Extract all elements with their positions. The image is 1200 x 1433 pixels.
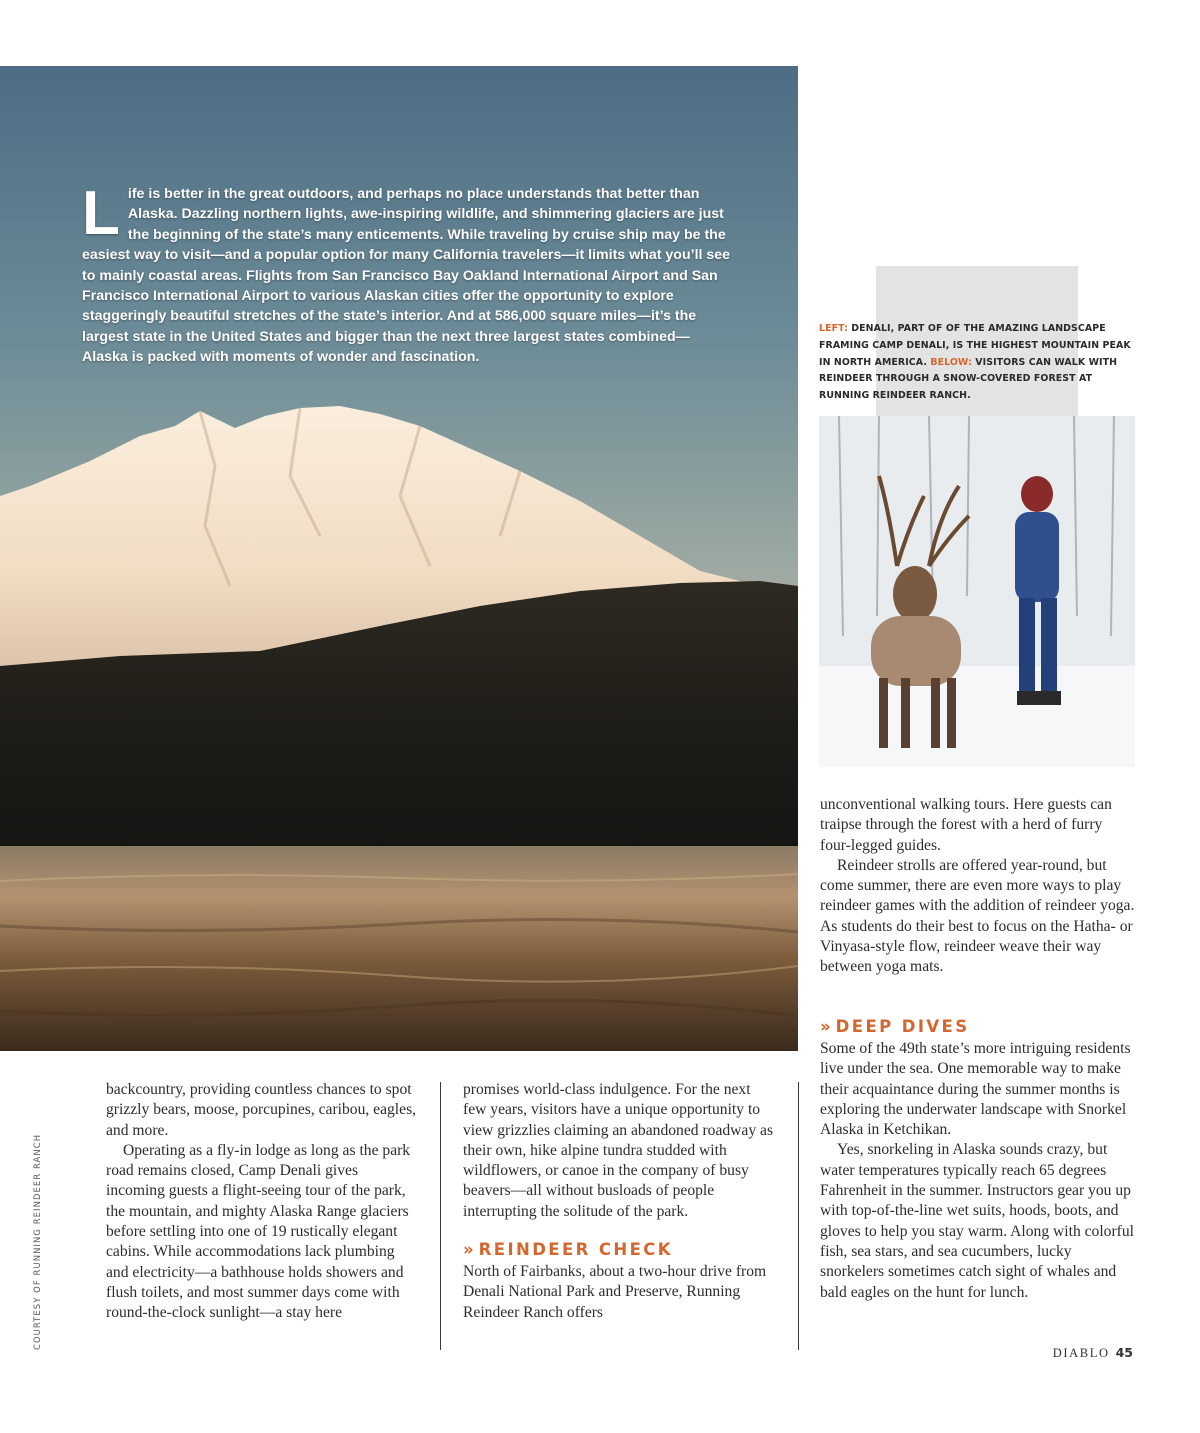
col1-paragraph-2: Operating as a fly-in lodge as long as the park road remains closed, Camp Denali gives incoming guests a flight-seeing tour of the park, the mountain, and mighty Alaska Range glaciers before settling into one of 19 rustically elegant cabins. While accommodations lack plumbing and electricity—a bathhouse holds showers and flush toilets, and most summer days come with round-the-clock sunlight—a stay here — [106, 1141, 411, 1322]
subhead-reindeer-label: REINDEER CHECK — [478, 1240, 673, 1260]
photo-credit: COURTESY OF RUNNING REINDEER RANCH — [32, 1133, 42, 1350]
caption-below-text: VISITORS CAN WALK WITH REINDEER THROUGH A SNOW-COVERED FOREST AT RUNNING REINDEER RANCH. — [819, 356, 1118, 402]
caption-left-label: LEFT: — [819, 323, 848, 334]
drop-cap: L — [82, 179, 120, 248]
column-divider-2 — [798, 1082, 799, 1350]
reindeer-photo — [819, 416, 1135, 767]
page-folio — [1053, 1345, 1133, 1361]
caption-left-text: DENALI, PART OF OF THE AMAZING LANDSCAPE FRAMING CAMP DENALI, IS THE HIGHEST MOUNTAIN PEAK IN NORTH AMERICA. — [819, 323, 1131, 368]
col1-paragraph-1: backcountry, providing countless chances to spot grizzly bears, moose, porcupines, caribou, eagles, and more. — [106, 1081, 417, 1139]
body-column-3-upper — [820, 795, 1136, 978]
col3-paragraph-4: Yes, snorkeling in Alaska sounds crazy, but water temperatures typically reach 65 degrees Fahrenheit in the summer. Instructors gear you up with top-of-the-line wet suits, hoods, boots, and gloves to help you stay warm. Along with colorful fish, sea stars, and sea cucumbers, lucky snorkelers sometimes catch sight of whales and bald eagles on the hunt for lunch. — [820, 1141, 1134, 1301]
body-column-3-lower — [820, 1017, 1136, 1303]
col3-paragraph-3: Some of the 49th state’s more intriguing residents live under the sea. One memorable way to make their acquaintance during the summer months is exploring the underwater landscape with Snorkel Alaska in Ketchikan. — [820, 1040, 1131, 1139]
intro-paragraph — [82, 179, 732, 368]
col2-paragraph-2: North of Fairbanks, about a two-hour drive from Denali National Park and Preserve, Running Reindeer Ranch offers — [463, 1263, 767, 1321]
magazine-name: DIABLO — [1052, 1346, 1110, 1360]
body-column-1 — [106, 1080, 420, 1324]
col3-paragraph-1: unconventional walking tours. Here guests can traipse through the forest with a herd of furry four-legged guides. — [820, 796, 1112, 854]
caption-below-label: BELOW: — [930, 356, 972, 368]
col2-paragraph-1: promises world-class indulgence. For the next few years, visitors have a unique opportunity to view grizzlies claiming an abandoned roadway as their own, hike alpine tundra studded with wildflowers, or canoe in the company of busy beavers—all without busloads of people interrupting the solitude of the park. — [463, 1081, 774, 1220]
subhead-deep-dives — [820, 1017, 1136, 1037]
chevron-icon: » — [820, 1017, 828, 1036]
page-number: 45 — [1115, 1345, 1133, 1360]
intro-text: ife is better in the great outdoors, and perhaps no place understands that better than Alaska. Dazzling northern lights, awe-inspiring wildlife, and shimmering glaciers are just the beginning of the state’s many enticements. While traveling by cruise ship may be the easiest way to visit—and a popular option for many California travelers—it limits what you’ll see to mainly coastal areas. Flights from San Francisco Bay Oakland International Airport and San Francisco International Airport to various Alaskan cities offer the opportunity to explore staggeringly beautiful stretches of the state’s interior. And at 586,000 square miles—it’s the largest state in the United States and bigger than the next three largest states combined—Alaska is packed with moments of wonder and fascination. — [82, 186, 731, 366]
column-divider-1 — [440, 1082, 441, 1350]
body-column-2 — [463, 1080, 777, 1323]
col3-paragraph-2: Reindeer strolls are offered year-round, but come summer, there are even more ways to play reindeer games with the addition of reindeer yoga. As students do their best to focus on the Hatha- or Vinyasa-style flow, reindeer weave their way between yoga mats. — [820, 856, 1135, 976]
subhead-deep-dives-label: DEEP DIVES — [835, 1017, 970, 1036]
photo-caption — [819, 321, 1137, 405]
chevron-icon: » — [463, 1240, 471, 1260]
subhead-reindeer-check — [463, 1240, 777, 1260]
